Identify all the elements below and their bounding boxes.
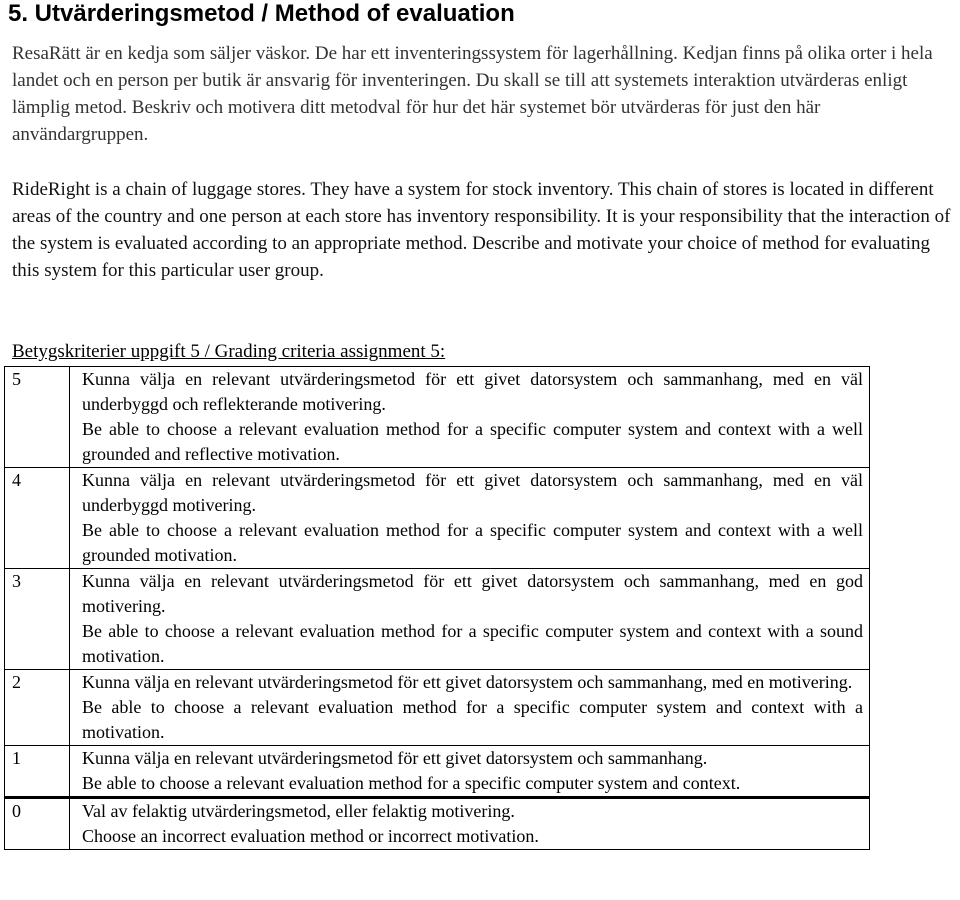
criteria-text-english: Be able to choose a relevant evaluation method for a specific computer system and context. bbox=[82, 773, 741, 793]
criteria-description bbox=[70, 569, 870, 670]
criteria-description bbox=[70, 468, 870, 569]
criteria-grade: 3 bbox=[5, 569, 70, 670]
criteria-description bbox=[70, 746, 870, 798]
criteria-description bbox=[70, 367, 870, 468]
criteria-grade: 0 bbox=[5, 798, 70, 850]
grading-criteria-title: Betygskriterier uppgift 5 / Grading criteria assignment 5: bbox=[12, 341, 446, 362]
criteria-text-english: Be able to choose a relevant evaluation method for a specific computer system and context with a well grounded and reflective motivation. bbox=[82, 419, 863, 464]
criteria-text-swedish: Kunna välja en relevant utvärderingsmetod för ett givet datorsystem och sammanhang, med en motivering. bbox=[82, 672, 853, 692]
assignment-description-english: RideRight is a chain of luggage stores. They have a system for stock inventory. This chain of stores is located in different areas of the country and one person at each store has inventory responsibility. It is your responsibility that the interaction of the system is evaluated according to an appropriate method. Describe and motivate your choice of method for evaluating this system for this particular user group. bbox=[12, 179, 951, 281]
criteria-text-swedish: Kunna välja en relevant utvärderingsmetod för ett givet datorsystem och sammanhang, med en väl underbyggd motivering. bbox=[82, 470, 863, 515]
grading-criteria-table bbox=[4, 366, 870, 850]
criteria-text-swedish: Kunna välja en relevant utvärderingsmetod för ett givet datorsystem och sammanhang, med en väl underbyggd och reflekterande motivering. bbox=[82, 369, 863, 414]
criteria-grade: 5 bbox=[5, 367, 70, 468]
criteria-row bbox=[5, 569, 870, 670]
criteria-row bbox=[5, 746, 870, 798]
criteria-text-english: Be able to choose a relevant evaluation method for a specific computer system and context with a motivation. bbox=[82, 697, 863, 742]
criteria-row bbox=[5, 670, 870, 746]
page-title: 5. Utvärderingsmetod / Method of evaluation bbox=[8, 0, 515, 27]
criteria-description bbox=[70, 798, 870, 850]
criteria-grade: 4 bbox=[5, 468, 70, 569]
criteria-grade: 1 bbox=[5, 746, 70, 798]
criteria-row bbox=[5, 468, 870, 569]
criteria-text-swedish: Val av felaktig utvärderingsmetod, eller felaktig motivering. bbox=[82, 801, 515, 821]
criteria-text-english: Be able to choose a relevant evaluation method for a specific computer system and context with a well grounded motivation. bbox=[82, 520, 863, 565]
criteria-description bbox=[70, 670, 870, 746]
criteria-text-english: Be able to choose a relevant evaluation method for a specific computer system and context with a sound motivation. bbox=[82, 621, 863, 666]
criteria-row bbox=[5, 367, 870, 468]
criteria-grade: 2 bbox=[5, 670, 70, 746]
assignment-description-swedish: ResaRätt är en kedja som säljer väskor. De har ett inventeringssystem för lagerhållning. Kedjan finns på olika orter i hela landet och en person per butik är ansvarig för inventeringen. Du skall se till att systemets interaktion utvärderas enligt lämplig metod. Beskriv och motivera ditt metodval för hur det här systemet bör utvärderas för just den här användargruppen. bbox=[12, 43, 933, 145]
criteria-text-swedish: Kunna välja en relevant utvärderingsmetod för ett givet datorsystem och sammanhang, med en god motivering. bbox=[82, 571, 863, 616]
criteria-text-swedish: Kunna välja en relevant utvärderingsmetod för ett givet datorsystem och sammanhang. bbox=[82, 748, 708, 768]
criteria-row bbox=[5, 798, 870, 850]
criteria-text-english: Choose an incorrect evaluation method or incorrect motivation. bbox=[82, 826, 539, 846]
